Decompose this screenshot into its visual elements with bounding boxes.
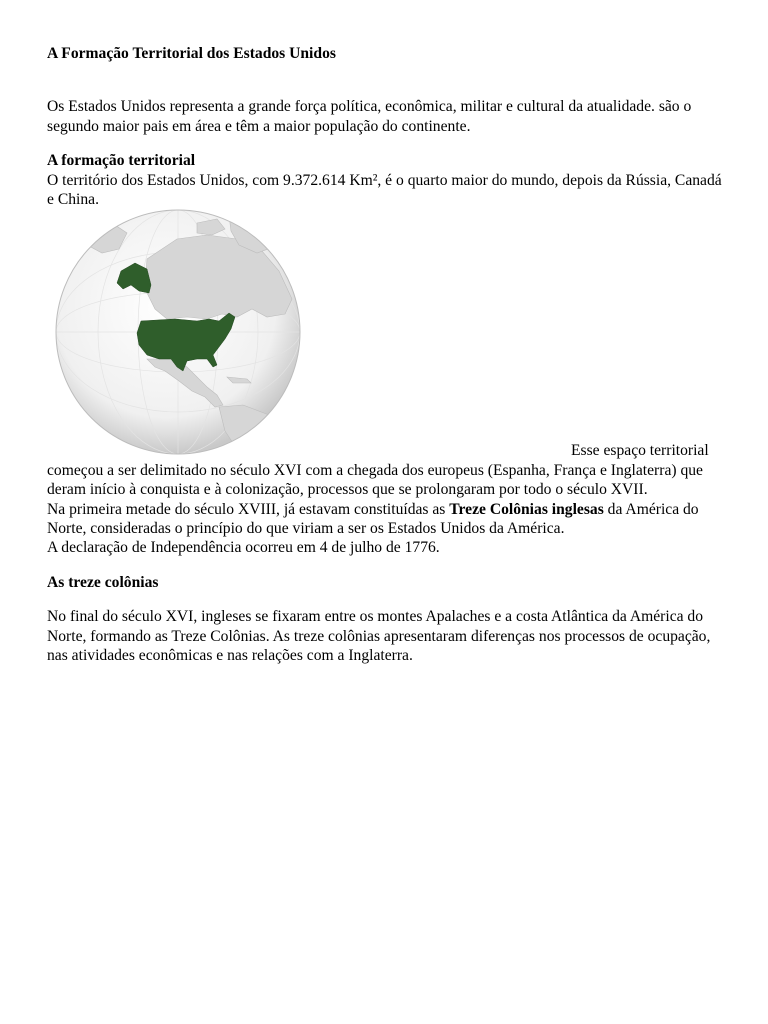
intro-paragraph: Os Estados Unidos representa a grande força política, econômica, militar e cultural da atualidade. são o segundo maior pais em área e têm a maior população do continente. <box>47 98 692 135</box>
document-page <box>47 44 727 666</box>
history-paragraph-text: Esse espaço territorial começou a ser delimitado no século XVI com a chegada dos europeus (Espanha, França e Inglaterra) que deram início à conquista e à colonização, processos que se prolongaram por todo o século XVII. <box>47 442 709 499</box>
globe-map-image <box>47 209 309 459</box>
treze-colonias-bold: Treze Colônias inglesas <box>449 500 604 518</box>
colonies-text-after: da América do Norte, consideradas o princípio do que viriam a ser os Estados Unidos da América. <box>47 500 699 538</box>
section-heading-treze-colonias: As treze colônias <box>47 573 159 591</box>
colonies-detail-paragraph: No final do século XVI, ingleses se fixaram entre os montes Apalaches e a costa Atlântica da América do Norte, formando as Treze Colônias. As treze colônias apresentaram diferenças nos processos de ocupação, nas atividades econômicas e nas relações com a Inglaterra. <box>47 608 711 665</box>
section-heading-formacao: A formação territorial <box>47 152 196 170</box>
declaration-paragraph: A declaração de Independência ocorreu em 4 de julho de 1776. <box>47 539 440 557</box>
colonies-paragraph <box>47 500 727 539</box>
document-title: A Formação Territorial dos Estados Unidos <box>47 45 336 62</box>
territory-paragraph: O território dos Estados Unidos, com 9.372.614 Km², é o quarto maior do mundo, depois da Rússia, Canadá e China. <box>47 171 722 209</box>
colonies-text-before: Na primeira metade do século XVIII, já estavam constituídas as <box>47 500 450 518</box>
